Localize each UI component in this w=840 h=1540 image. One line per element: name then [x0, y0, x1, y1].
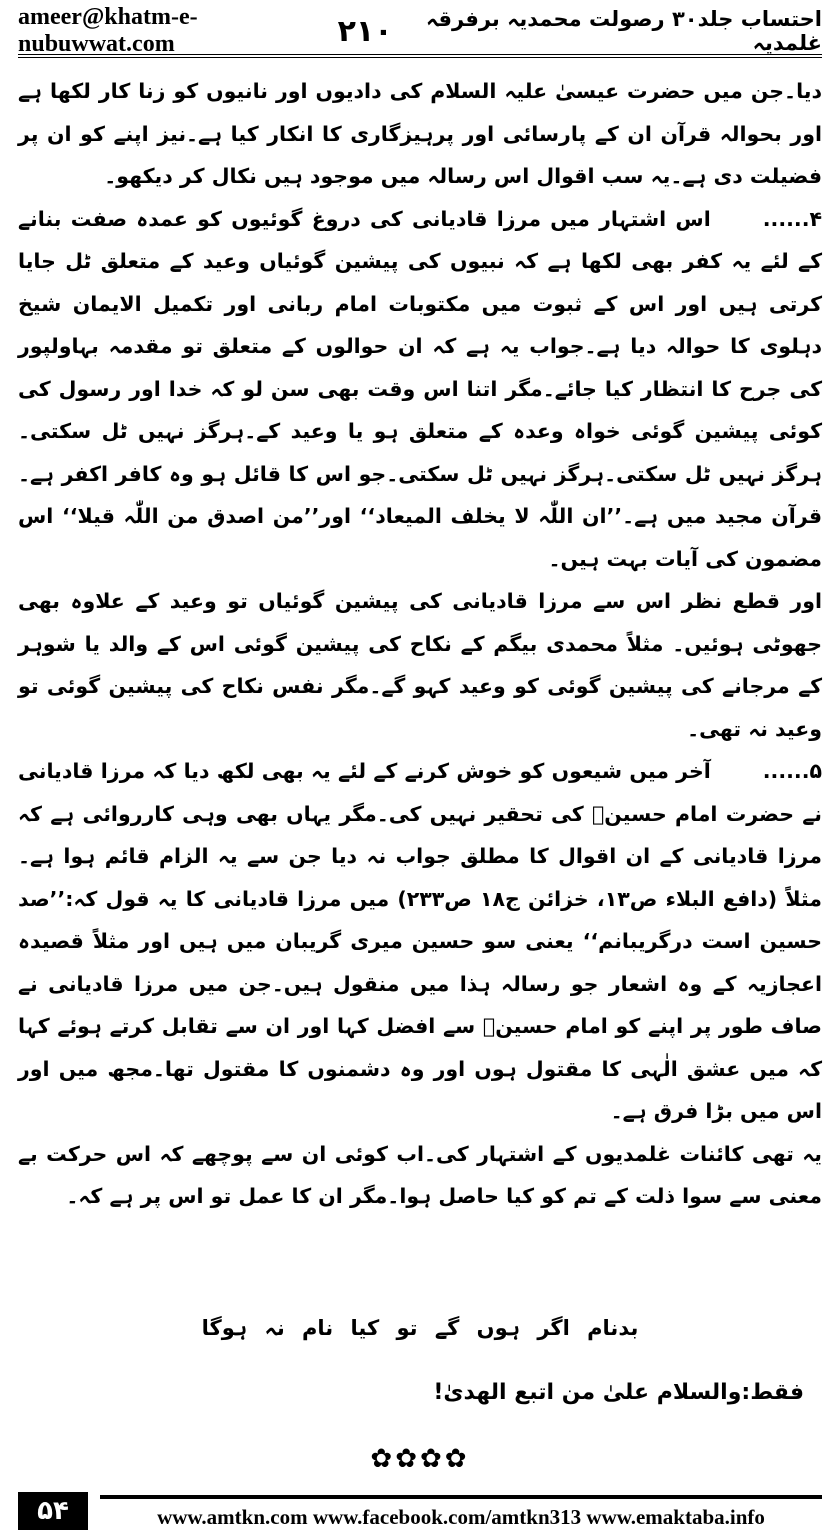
header-page-number: ۲۱۰ [337, 13, 393, 49]
page-header [18, 4, 822, 58]
paragraph-text: یہ تھی کائنات غلمدیوں کے اشتہار کی۔اب کوئی ان سے پوچھے کہ اس حرکت بے معنی سے سوا ذلت کے تم کو کیا حاصل ہوا۔مگر ان کا عمل تو اس پر ہے کہ۔ [18, 1141, 822, 1208]
paragraph [18, 580, 822, 750]
paragraph [18, 70, 822, 198]
paragraph-text: دیا۔جن میں حضرت عیسیٰ علیہ السلام کی دادیوں اور نانیوں کو زنا کار لکھا ہے اور بحوالہ قرآن ان کے پارسائی اور پرہیزگاری کا انکار کیا ہے۔نیز اپنے کو ان پر فضیلت دی ہے۔یہ سب اقوال اس رسالہ میں موجود ہیں نکال کر دیکھو۔ [18, 79, 822, 188]
paragraph-text: آخر میں شیعوں کو خوش کرنے کے لئے یہ بھی لکھ دیا کہ مرزا قادیانی نے حضرت امام حسینؓ کی تحقیر نہیں کی۔مگر یہاں بھی وہی کارروائی ہے کہ مرزا قادیانی کے ان اقوال کا مطلق جواب نہ دیا جن سے یہ الزام قائم ہوا ہے۔مثلاً (دافع البلاء ص۱۳، خزائن ج۱۸ ص۲۳۳) میں مرزا قادیانی کا یہ قول کہ:’’صد حسین است درگریبانم‘‘ یعنی سو حسین میری گریبان میں ہیں اور مثلاً قصیدہ اعجازیہ کے وہ اشعار جو رسالہ ہذا میں منقول ہیں۔جن میں مرزا قادیانی نے صاف طور پر اپنے کو امام حسینؓ سے افضل کہا اور ان سے تقابل کرتے ہوئے کہا کہ میں عشق الٰہی کا مقتول ہوں اور وہ دشمنوں کا مقتول تھا۔مجھ میں اور اس میں بڑا فرق ہے۔ [18, 759, 822, 1123]
ornament-divider: ✿✿✿✿ [370, 1444, 470, 1474]
paragraph [18, 198, 822, 581]
paragraph [18, 1133, 822, 1218]
paragraph-number: ۴...... [762, 206, 822, 231]
poetry-couplet: بدنام اگر ہوں گے تو کیا نام نہ ہوگا [201, 1316, 639, 1340]
paragraph-text: اس اشتہار میں مرزا قادیانی کی دروغ گوئیوں کو عمدہ صفت بنانے کے لئے یہ کفر بھی لکھا ہے کہ نبیوں کی پیشین گوئیاں وعید کے متعلق ٹل جایا کرتی ہیں اور اس کے ثبوت میں مکتوبات امام ربانی اور تکمیل الایمان شیخ دہلوی کا حوالہ دیا ہے۔جواب یہ ہے کہ ان حوالوں کے متعلق تو مقدمہ بہاولپور کی جرح کا انتظار کیا جائے۔مگر اتنا اس وقت بھی سن لو کہ خدا اور رسول کی کوئی پیشین گوئی خواہ وعدہ کے متعلق ہو یا وعید کے۔ہرگز نہیں ٹل سکتی۔ہرگز نہیں ٹل سکتی۔ہرگز نہیں ٹل سکتی۔جو اس کا قائل ہو وہ کافر اکفر ہے۔قرآن مجید میں ہے۔’’ان اللّٰہ لا یخلف المیعاد‘‘ اور’’من اصدق من اللّٰہ قیلا‘‘ اس مضمون کی آیات بہت ہیں۔ [18, 206, 822, 571]
footer-page-number: ۵۴ [18, 1492, 88, 1530]
header-email[interactable]: ameer@khatm-e-nubuwwat.com [18, 4, 198, 57]
paragraph-text: اور قطع نظر اس سے مرزا قادیانی کی پیشین گوئیاں تو وعید کے علاوہ بھی جھوٹی ہوئیں۔ مثلاً محمدی بیگم کے نکاح کی پیشین گوئی اس کے والد یا شوہر کے مرجانے کی پیشین گوئی کو وعید کہو گے۔مگر نفس نکاح کی پیشین گوئی تو وعید نہ تھی۔ [18, 589, 822, 741]
paragraph [18, 750, 822, 1133]
main-text [18, 70, 822, 1218]
page-footer [18, 1490, 822, 1530]
paragraph-number: ۵...... [762, 759, 822, 783]
header-book-title: احتساب جلد۳۰ رصولت محمدیہ برفرقہ غلمدیہ [425, 7, 822, 55]
closing-salutation: فقط:والسلام علیٰ من اتبع الھدیٰ! [433, 1380, 804, 1405]
footer-links[interactable]: www.amtkn.com www.facebook.com/amtkn313 www.emaktaba.info [100, 1495, 822, 1530]
